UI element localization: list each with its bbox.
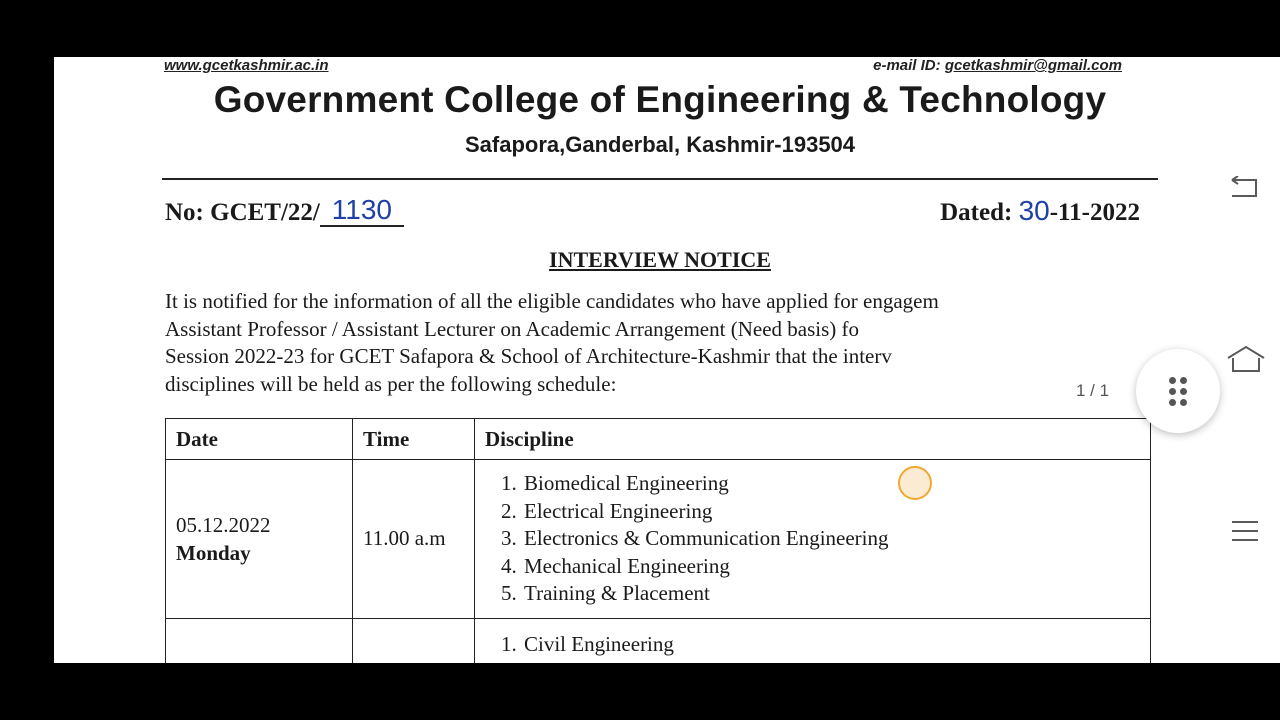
back-icon[interactable] xyxy=(1230,176,1258,198)
discipline-item: 1. Biomedical Engineering xyxy=(522,470,1130,498)
table-header-row xyxy=(166,419,1151,460)
discipline-list xyxy=(495,631,1130,659)
header-divider xyxy=(162,178,1158,180)
time-cell: 11.00 a.m xyxy=(353,460,475,619)
schedule-table xyxy=(165,418,1151,663)
column-header-date: Date xyxy=(166,419,353,460)
notice-line: Assistant Professor / Assistant Lecturer on Academic Arrangement (Need basis) fo xyxy=(165,316,859,341)
discipline-cell xyxy=(475,460,1151,619)
touch-indicator xyxy=(898,466,932,500)
email-line xyxy=(873,57,1122,74)
notice-line: It is notified for the information of all the eligible candidates who have applied for engagem xyxy=(165,289,939,313)
interview-date: 05.12.2022 xyxy=(176,512,271,537)
drag-grip-icon xyxy=(1169,377,1187,406)
discipline-item: 2. Electrical Engineering xyxy=(522,498,1130,526)
email-link[interactable]: gcetkashmir@gmail.com xyxy=(944,57,1122,74)
table-row xyxy=(166,618,1151,663)
college-name: Government College of Engineering & Technology xyxy=(213,79,1107,120)
column-header-time: Time xyxy=(353,419,475,460)
table-row xyxy=(166,460,1151,619)
home-icon[interactable] xyxy=(1226,344,1266,374)
menu-icon[interactable] xyxy=(1231,520,1259,542)
discipline-cell xyxy=(475,618,1151,663)
document-page xyxy=(54,57,1280,663)
interview-day: Monday xyxy=(176,540,251,565)
time-cell xyxy=(353,618,475,663)
date-cell xyxy=(166,460,353,619)
discipline-item: 5. Training & Placement xyxy=(522,580,1130,608)
website-link[interactable]: www.gcetkashmir.ac.in xyxy=(164,57,329,74)
college-address: Safapora,Ganderbal, Kashmir-193504 xyxy=(464,132,856,157)
discipline-list xyxy=(495,470,1130,608)
discipline-item: 1. Civil Engineering xyxy=(522,631,1130,659)
column-header-discipline: Discipline xyxy=(475,419,1151,460)
date-handwritten: 30 xyxy=(1018,195,1050,226)
reference-number xyxy=(165,195,404,227)
notice-line: disciplines will be held as per the following schedule: xyxy=(165,371,617,396)
date-rest: -11-2022 xyxy=(1049,199,1140,226)
page-indicator: 1 / 1 xyxy=(1072,380,1113,402)
reference-handwritten: 1130 xyxy=(320,195,404,227)
discipline-item: 4. Mechanical Engineering xyxy=(522,553,1130,581)
notice-line: Session 2022-23 for GCET Safapora & School of Architecture-Kashmir that the interv xyxy=(165,344,892,368)
date-cell xyxy=(166,618,353,663)
discipline-item: 3. Electronics & Communication Engineering xyxy=(522,525,1130,553)
email-label: e-mail ID: xyxy=(873,57,941,74)
notice-title: INTERVIEW NOTICE xyxy=(549,247,771,272)
notice-paragraph xyxy=(165,288,1150,398)
reference-label: No: GCET/22/ xyxy=(165,199,320,226)
date-line xyxy=(940,195,1140,227)
date-label: Dated: xyxy=(940,199,1013,226)
drag-handle-button[interactable] xyxy=(1136,349,1220,433)
